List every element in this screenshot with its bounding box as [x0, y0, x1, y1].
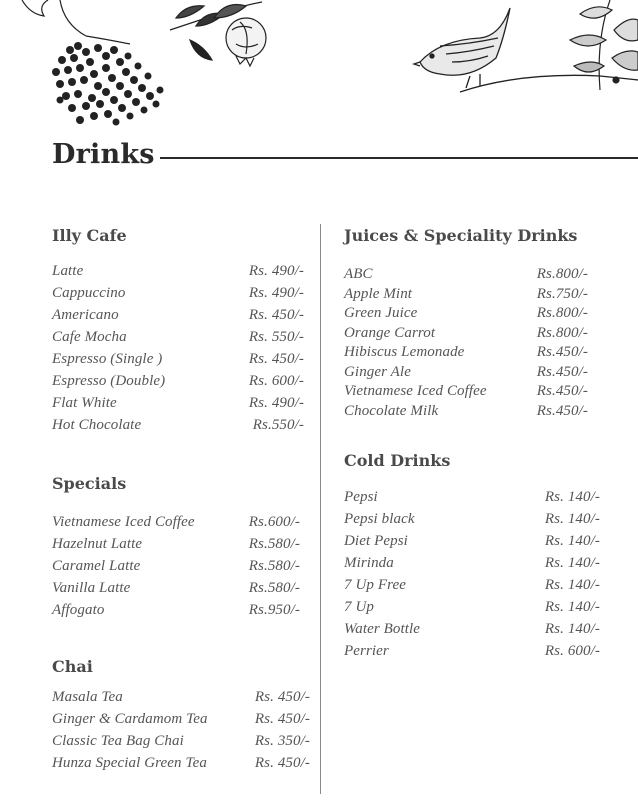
menu-item	[52, 263, 304, 283]
menu-item	[344, 286, 588, 306]
section-illy-cafe	[52, 226, 304, 433]
menu-item	[52, 329, 304, 349]
item-name: Hazelnut Latte	[52, 536, 143, 552]
section-chai	[52, 657, 310, 771]
item-price: Rs. 140/-	[544, 511, 600, 527]
item-price: Rs.750/-	[536, 285, 588, 302]
menu-item	[344, 383, 588, 403]
item-name: Masala Tea	[52, 689, 123, 705]
section-heading: Chai	[52, 657, 93, 676]
item-price: Rs.600/-	[248, 514, 300, 530]
menu-item	[52, 351, 304, 371]
item-name: Latte	[52, 263, 84, 279]
section-heading: Specials	[52, 474, 127, 493]
item-price: Rs. 490/-	[248, 263, 304, 279]
item-name: Ginger Ale	[344, 363, 411, 380]
item-price: Rs. 550/-	[248, 329, 304, 345]
item-price: Rs.450/-	[536, 383, 588, 399]
item-price: Rs.580/-	[248, 580, 300, 596]
menu-item	[52, 755, 310, 775]
section-specials	[52, 474, 300, 618]
item-name: Hunza Special Green Tea	[52, 755, 207, 771]
menu-item	[344, 305, 588, 325]
item-price: Rs. 350/-	[254, 733, 310, 749]
section-cold-drinks	[344, 451, 600, 659]
item-name: Espresso (Double)	[52, 373, 166, 389]
item-name: ABC	[344, 266, 373, 282]
item-name: Ginger & Cardamom Tea	[52, 711, 208, 727]
pomegranate-icon	[170, 2, 266, 66]
page-title: Drinks	[52, 139, 155, 170]
menu-item	[52, 373, 304, 393]
item-name: Cappuccino	[52, 285, 126, 301]
item-name: Americano	[52, 307, 119, 323]
item-name: Green Juice	[344, 305, 418, 321]
menu-item	[52, 395, 304, 415]
item-price: Rs. 450/-	[254, 755, 310, 771]
menu-item	[344, 621, 600, 641]
item-price: Rs.450/-	[536, 402, 588, 419]
item-price: Rs. 450/-	[248, 351, 304, 367]
menu-item	[52, 689, 310, 709]
item-name: Apple Mint	[344, 285, 413, 302]
berry-branch-icon	[22, 0, 164, 126]
item-price: Rs. 450/-	[254, 689, 310, 705]
item-name: Pepsi	[344, 489, 378, 505]
item-price: Rs.800/-	[536, 266, 588, 282]
item-name: Pepsi black	[344, 511, 415, 527]
menu-item	[52, 711, 310, 731]
menu-item	[52, 307, 304, 327]
menu-item	[344, 403, 588, 423]
menu-item	[344, 364, 588, 384]
menu-item	[52, 602, 300, 622]
item-price: Rs. 450/-	[248, 307, 304, 323]
item-price: Rs. 490/-	[248, 395, 304, 411]
item-price: Rs.450/-	[536, 363, 588, 380]
item-name: Hot Chocolate	[52, 417, 142, 433]
column-divider	[320, 224, 321, 794]
item-name: 7 Up	[344, 599, 374, 615]
section-heading: Illy Cafe	[52, 226, 127, 245]
item-name: Hibiscus Lemonade	[344, 344, 465, 360]
item-price: Rs. 140/-	[544, 533, 600, 549]
title-underline	[160, 157, 638, 159]
section-heading: Cold Drinks	[344, 451, 451, 470]
menu-item	[344, 599, 600, 619]
item-price: Rs. 600/-	[544, 643, 600, 659]
item-name: 7 Up Free	[344, 577, 406, 593]
menu-item	[344, 344, 588, 364]
item-name: Flat White	[52, 395, 117, 411]
item-price: Rs.450/-	[536, 344, 588, 360]
item-name: Classic Tea Bag Chai	[52, 733, 184, 749]
item-price: Rs. 140/-	[544, 555, 600, 571]
menu-item	[344, 325, 588, 345]
item-name: Vanilla Latte	[52, 580, 131, 596]
item-price: Rs. 140/-	[544, 577, 600, 593]
item-price: Rs.550/-	[252, 417, 304, 433]
item-price: Rs.800/-	[536, 305, 588, 321]
menu-item	[344, 533, 600, 553]
item-price: Rs.950/-	[248, 602, 300, 618]
menu-item	[52, 558, 300, 578]
item-name: Mirinda	[344, 555, 394, 571]
menu-item	[344, 489, 600, 509]
item-price: Rs. 140/-	[544, 621, 600, 637]
item-name: Espresso (Single )	[52, 351, 163, 367]
item-price: Rs. 140/-	[544, 599, 600, 615]
menu-item	[344, 555, 600, 575]
item-price: Rs.580/-	[248, 536, 300, 552]
menu-item	[344, 266, 588, 286]
item-name: Cafe Mocha	[52, 329, 127, 345]
item-name: Perrier	[344, 643, 389, 659]
header-illustration	[0, 0, 638, 135]
item-name: Water Bottle	[344, 621, 421, 637]
menu-item	[52, 417, 304, 437]
menu-item	[52, 580, 300, 600]
item-name: Chocolate Milk	[344, 402, 439, 419]
menu-item	[344, 511, 600, 531]
item-price: Rs.800/-	[536, 324, 588, 341]
item-name: Orange Carrot	[344, 324, 436, 341]
item-price: Rs. 600/-	[248, 373, 304, 389]
menu-item	[52, 285, 304, 305]
menu-item	[344, 643, 600, 663]
menu-item	[52, 733, 310, 753]
item-name: Diet Pepsi	[344, 533, 408, 549]
item-price: Rs. 140/-	[544, 489, 600, 505]
section-juices	[344, 226, 588, 419]
item-name: Vietnamese Iced Coffee	[344, 383, 487, 399]
section-heading: Juices & Speciality Drinks	[344, 226, 578, 245]
item-price: Rs. 450/-	[254, 711, 310, 727]
item-price: Rs. 490/-	[248, 285, 304, 301]
item-name: Caramel Latte	[52, 558, 141, 574]
item-name: Affogato	[52, 602, 105, 618]
menu-item	[52, 536, 300, 556]
menu-item	[344, 577, 600, 597]
item-price: Rs.580/-	[248, 558, 300, 574]
menu-item	[52, 514, 300, 534]
item-name: Vietnamese Iced Coffee	[52, 514, 195, 530]
